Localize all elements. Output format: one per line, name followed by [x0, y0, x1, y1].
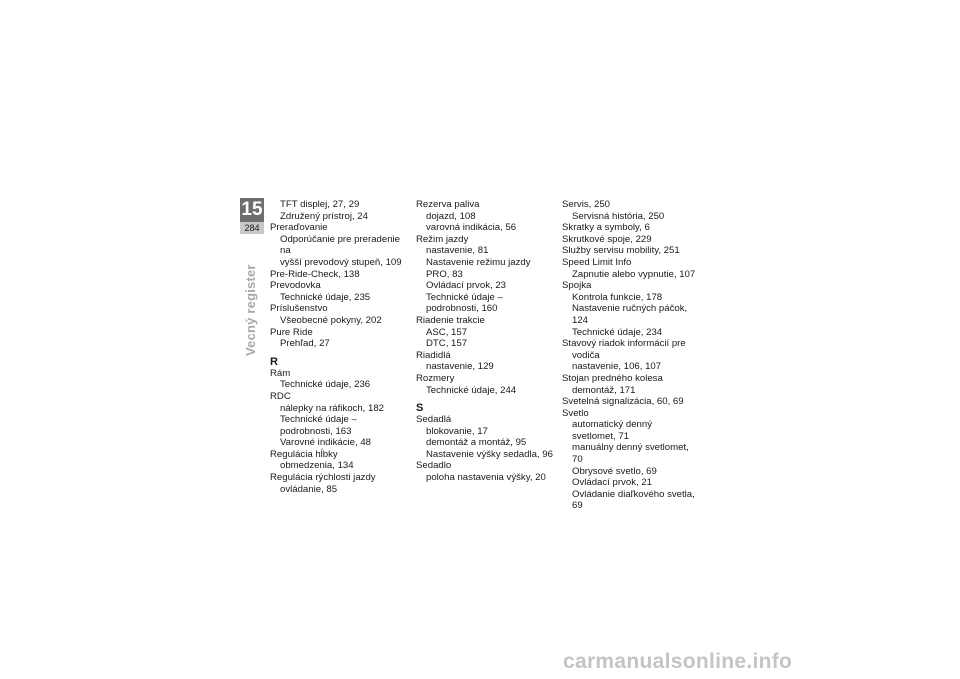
index-subentry — [562, 211, 702, 223]
entry-text: demontáž, 171 — [572, 384, 636, 396]
index-subentry — [416, 222, 556, 234]
entry-text: Technické údaje – — [426, 291, 503, 303]
index-entry — [416, 315, 556, 327]
index-entry — [562, 257, 702, 269]
index-subentry — [562, 303, 702, 326]
entry-text: Spojka — [562, 280, 592, 292]
entry-text: poloha nastavenia výšky, 20 — [426, 472, 546, 484]
entry-text: Služby servisu mobility, 251 — [562, 245, 680, 257]
index-subentry — [270, 379, 410, 391]
index-subentry — [270, 292, 410, 304]
index-entry — [562, 234, 702, 246]
index-subentry — [416, 292, 556, 315]
index-subentry — [416, 245, 556, 257]
index-subentry — [416, 449, 556, 461]
index-subentry — [562, 477, 702, 489]
index-entry — [562, 408, 702, 420]
entry-text: Kontrola funkcie, 178 — [572, 291, 663, 303]
entry-text: Ovládací prvok, 21 — [572, 477, 652, 489]
index-entry — [270, 368, 410, 380]
entry-text: nálepky na ráfikoch, 182 — [280, 402, 384, 414]
index-entry — [416, 350, 556, 362]
entry-text: Nastavenie výšky sedadla, 96 — [426, 448, 553, 460]
index-entry — [562, 280, 702, 292]
entry-text-continued: vodiča — [572, 349, 600, 361]
entry-text: Prevodovka — [270, 280, 321, 292]
entry-text: Stojan predného kolesa — [562, 372, 663, 384]
entry-text: Skrutkové spoje, 229 — [562, 233, 652, 245]
index-column-3 — [562, 199, 702, 512]
entry-text: Odporúčanie pre preradenie na — [280, 233, 401, 257]
index-subentry — [270, 437, 410, 449]
index-column-2 — [416, 199, 556, 484]
index-subentry — [270, 403, 410, 415]
entry-text: nastavenie, 129 — [426, 361, 494, 373]
entry-text: nastavenie, 81 — [426, 245, 489, 257]
entry-text: automatický denný — [572, 419, 652, 431]
entry-text: Stavový riadok informácií pre — [562, 338, 686, 350]
index-entry — [270, 391, 410, 403]
entry-text: Zapnutie alebo vypnutie, 107 — [572, 268, 696, 280]
index-column-1 — [270, 199, 410, 495]
entry-text-continued: svetlomet, 71 — [572, 430, 630, 442]
entry-text: Nastavenie ručných páčok, 124 — [572, 303, 688, 326]
entry-text: TFT displej, 27, 29 — [280, 199, 360, 210]
index-entry — [270, 327, 410, 339]
index-subentry — [416, 280, 556, 292]
entry-text: blokovanie, 17 — [426, 425, 488, 437]
index-subentry — [270, 460, 410, 472]
entry-text: Pre-Ride-Check, 138 — [270, 268, 360, 280]
entry-text: Technické údaje, 236 — [280, 379, 371, 391]
entry-text: Preraďovanie — [270, 222, 328, 234]
index-entry — [416, 234, 556, 246]
entry-text: Technické údaje, 234 — [572, 326, 663, 338]
index-subentry — [416, 257, 556, 280]
index-entry — [270, 280, 410, 292]
entry-text: R — [270, 355, 278, 368]
index-entry — [562, 373, 702, 385]
index-letter-heading — [416, 403, 556, 414]
index-entry — [270, 449, 410, 461]
index-subentry — [416, 338, 556, 350]
entry-text: Speed Limit Info — [562, 256, 632, 268]
index-letter-heading — [270, 357, 410, 368]
entry-text: Regulácia rýchlosti jazdy — [270, 472, 376, 484]
index-entry — [416, 414, 556, 426]
entry-text: Ovládací prvok, 23 — [426, 280, 506, 292]
entry-text: Sedadlo — [416, 460, 452, 472]
index-entry — [562, 245, 702, 257]
chapter-number: 15 — [241, 199, 263, 220]
index-subentry — [270, 211, 410, 223]
index-entry — [562, 222, 702, 234]
index-subentry — [562, 292, 702, 304]
entry-text: Technické údaje, 244 — [426, 384, 517, 396]
entry-text: Obrysové svetlo, 69 — [572, 465, 657, 477]
entry-text: manuálny denný svetlomet, 70 — [572, 442, 689, 466]
page-number: 284 — [240, 222, 264, 234]
index-entry — [416, 373, 556, 385]
chapter-tab — [240, 198, 264, 234]
index-entry — [416, 199, 556, 211]
entry-text: obmedzenia, 134 — [280, 460, 354, 472]
index-subentry — [416, 361, 556, 373]
entry-text: Svetlo — [562, 407, 589, 419]
entry-text: Sedadlá — [416, 414, 452, 426]
entry-text: Riadidlá — [416, 349, 451, 361]
index-entry — [562, 338, 702, 361]
index-subentry — [562, 442, 702, 465]
entry-text: Režim jazdy — [416, 233, 469, 245]
index-subentry — [416, 472, 556, 484]
index-subentry — [562, 489, 702, 512]
entry-text: DTC, 157 — [426, 338, 468, 350]
entry-text: demontáž a montáž, 95 — [426, 437, 527, 449]
entry-text: Združený prístroj, 24 — [280, 210, 368, 222]
entry-text: Rám — [270, 367, 291, 379]
entry-text: Nastavenie režimu jazdy — [426, 256, 531, 268]
index-entry — [416, 460, 556, 472]
entry-text: nastavenie, 106, 107 — [572, 361, 662, 373]
entry-text: Varovné indikácie, 48 — [280, 437, 372, 449]
entry-text: Rozmery — [416, 372, 455, 384]
entry-text: S — [416, 402, 424, 415]
entry-text: Skratky a symboly, 6 — [562, 222, 650, 234]
entry-text: Regulácia hĺbky — [270, 448, 338, 460]
entry-text: Servisná história, 250 — [572, 210, 665, 222]
entry-text: dojazd, 108 — [426, 210, 476, 222]
index-subentry — [562, 419, 702, 442]
index-subentry — [416, 211, 556, 223]
entry-text: Všeobecné pokyny, 202 — [280, 314, 382, 326]
entry-text-continued: vyšší prevodový stupeň, 109 — [280, 256, 402, 268]
watermark: carmanualsonline.info — [563, 650, 793, 673]
index-subentry — [416, 327, 556, 339]
entry-text-continued: podrobnosti, 160 — [426, 303, 498, 315]
entry-text-continued: PRO, 83 — [426, 268, 463, 280]
entry-text: Svetelná signalizácia, 60, 69 — [562, 396, 684, 408]
index-subentry — [416, 437, 556, 449]
index-subentry — [562, 361, 702, 373]
index-entry — [270, 472, 410, 484]
entry-text: varovná indikácia, 56 — [426, 222, 517, 234]
index-entry — [562, 396, 702, 408]
entry-text: Technické údaje – — [280, 414, 357, 426]
index-entry — [562, 199, 702, 211]
index-subentry — [270, 414, 410, 437]
entry-text: Pure Ride — [270, 326, 313, 338]
index-entry — [270, 269, 410, 281]
entry-text: ovládanie, 85 — [280, 483, 338, 495]
entry-text: Prehľad, 27 — [280, 338, 330, 350]
index-subentry — [270, 315, 410, 327]
index-subentry — [562, 385, 702, 397]
entry-text: ASC, 157 — [426, 326, 468, 338]
index-entry — [270, 222, 410, 234]
index-subentry — [270, 338, 410, 350]
entry-text: Rezerva paliva — [416, 199, 480, 210]
index-subentry — [416, 426, 556, 438]
index-subentry — [562, 269, 702, 281]
index-subentry — [270, 199, 410, 211]
index-subentry — [270, 484, 410, 496]
entry-text: Ovládanie diaľkového svetla, 69 — [572, 488, 695, 512]
entry-text: Technické údaje, 235 — [280, 291, 371, 303]
index-subentry — [562, 327, 702, 339]
entry-text-continued: podrobnosti, 163 — [280, 425, 352, 437]
entry-text: RDC — [270, 390, 291, 402]
entry-text: Servis, 250 — [562, 199, 610, 210]
entry-text: Riadenie trakcie — [416, 314, 485, 326]
section-title: Vecný register — [243, 264, 258, 356]
index-subentry — [270, 234, 410, 269]
entry-text: Príslušenstvo — [270, 303, 328, 315]
index-entry — [270, 303, 410, 315]
index-subentry — [416, 385, 556, 397]
index-subentry — [562, 466, 702, 478]
